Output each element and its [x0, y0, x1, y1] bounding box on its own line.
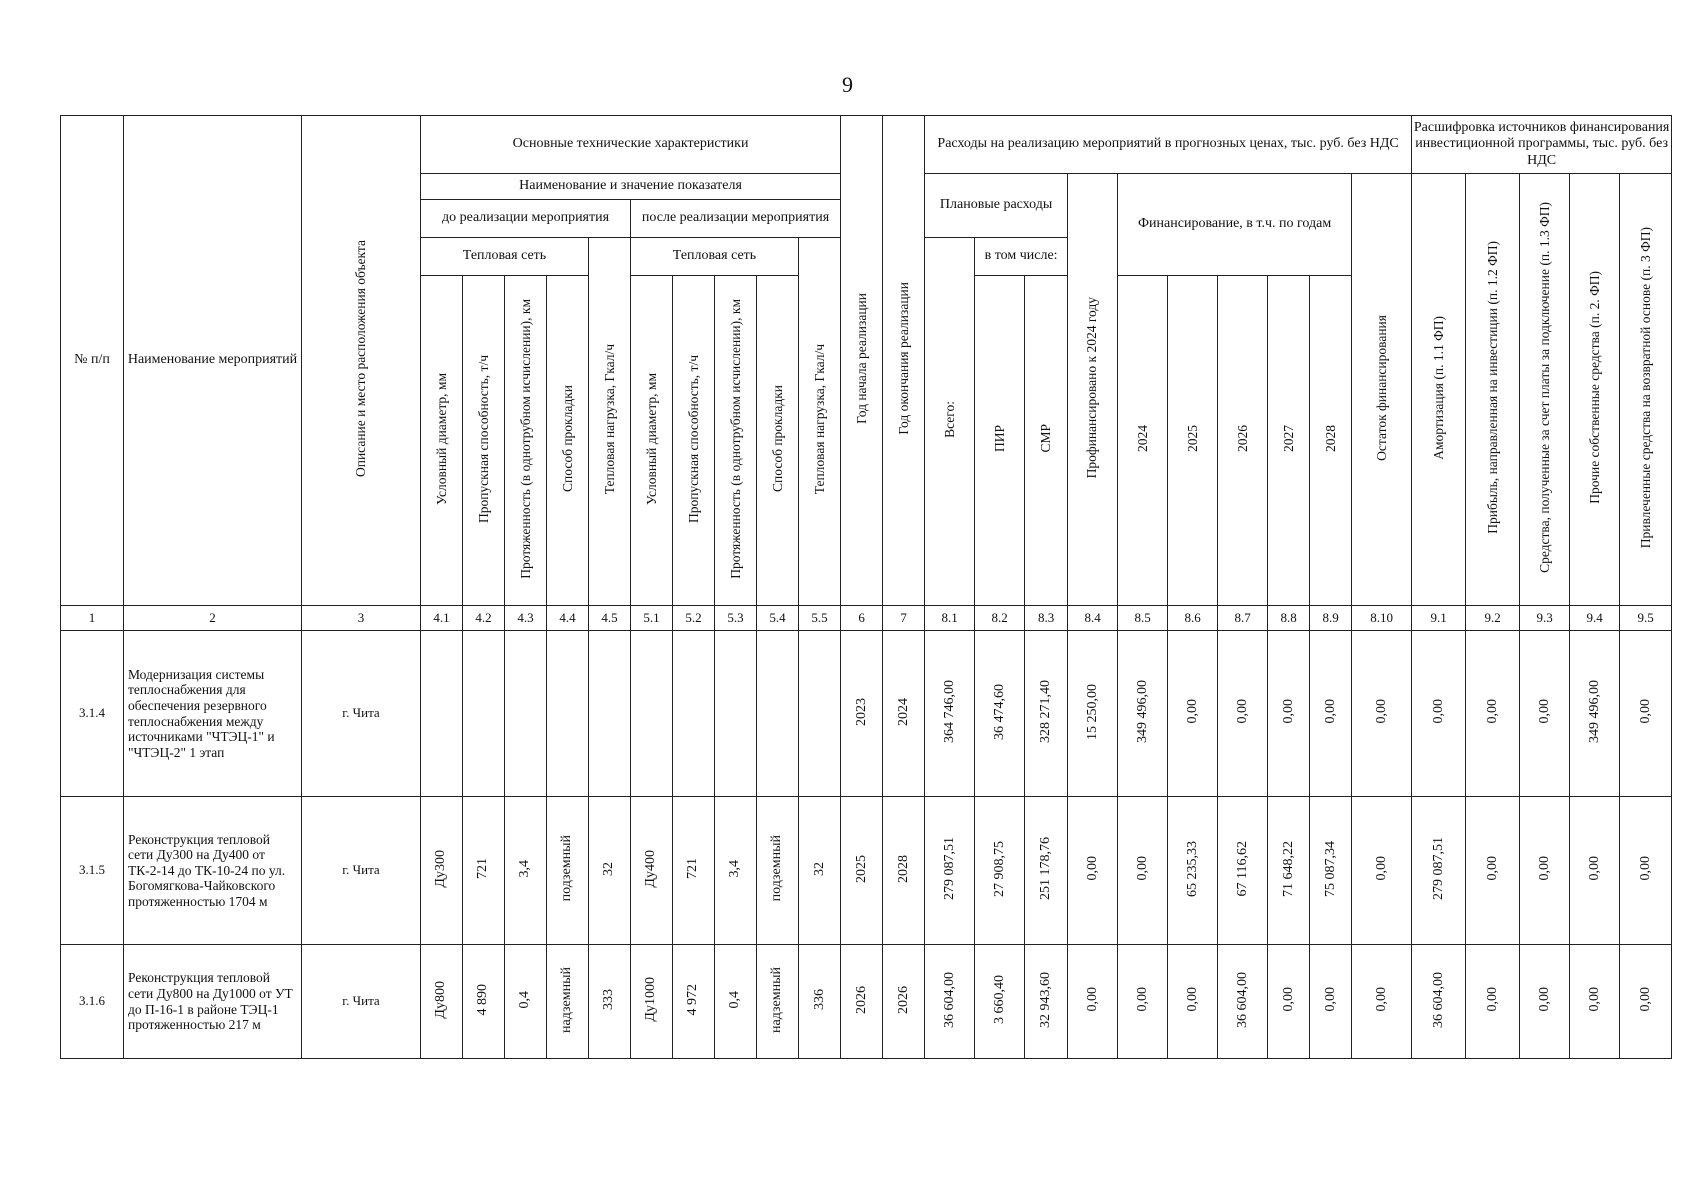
column-number: 8.4 [1068, 606, 1118, 631]
row-cell [883, 945, 925, 1059]
cell-value: 32 [601, 861, 617, 876]
header-tech-main: Основные технические характеристики [421, 116, 841, 174]
cell-value: 0,00 [1280, 987, 1296, 1012]
header-length-before: Протяженность (в однотрубном исчислении), км [505, 276, 547, 606]
row-cell [631, 631, 673, 797]
row-cell [1218, 797, 1268, 945]
row-cell [1118, 797, 1168, 945]
row-cell [1466, 797, 1520, 945]
header-connection-fee: Средства, полученные за счет платы за подключение (п. 1.3 ФП) [1520, 174, 1570, 606]
header-diameter-before: Условный диаметр, мм [421, 276, 463, 606]
header-indicator: Наименование и значение показателя [421, 174, 841, 200]
row-cell [421, 797, 463, 945]
cell-value: 32 [811, 861, 827, 876]
column-number: 4.4 [547, 606, 589, 631]
page-number: 9 [842, 72, 853, 97]
header-remainder: Остаток финансирования [1352, 174, 1412, 606]
column-number: 7 [883, 606, 925, 631]
row-cell [1352, 631, 1412, 797]
row-cell [1025, 797, 1068, 945]
row-cell [1218, 631, 1268, 797]
row-place: г. Чита [302, 797, 421, 945]
row-cell [463, 631, 505, 797]
row-cell [715, 797, 757, 945]
row-cell [1310, 945, 1352, 1059]
cell-value: Ду300 [433, 849, 449, 888]
row-cell [421, 631, 463, 797]
cell-value: 2028 [895, 854, 911, 883]
row-cell [1168, 797, 1218, 945]
row-cell [841, 631, 883, 797]
cell-value: 2025 [853, 854, 869, 883]
investment-program-table [60, 115, 1672, 1059]
row-cell [463, 797, 505, 945]
row-cell [1268, 797, 1310, 945]
cell-value: 0,00 [1484, 856, 1500, 881]
header-capacity-before: Пропускная способность, т/ч [463, 276, 505, 606]
cell-value: 0,00 [1586, 856, 1602, 881]
header-borrowed: Привлеченные средства на возвратной основе (п. 3 ФП) [1620, 174, 1672, 606]
cell-value: 364 746,00 [941, 680, 957, 744]
row-cell [1412, 797, 1466, 945]
column-number: 8.2 [975, 606, 1025, 631]
column-number: 9.1 [1412, 606, 1466, 631]
cell-value: 721 [475, 858, 491, 880]
column-number: 9.5 [1620, 606, 1672, 631]
header-year-end: Год окончания реализации [883, 116, 925, 606]
header-own-funds: Прочие собственные средства (п. 2. ФП) [1570, 174, 1620, 606]
data-rows [61, 631, 1672, 1059]
cell-value: 721 [685, 858, 701, 880]
cell-value: 0,4 [517, 990, 533, 1009]
row-cell [547, 797, 589, 945]
cell-value: 0,00 [1134, 856, 1150, 881]
cell-value: 328 271,40 [1038, 680, 1054, 744]
cell-value: 0,00 [1536, 987, 1552, 1012]
cell-value: 36 604,00 [1234, 971, 1250, 1028]
row-cell [1068, 797, 1118, 945]
row-cell [1168, 945, 1218, 1059]
row-number: 3.1.6 [61, 945, 124, 1059]
cell-value: 0,00 [1536, 856, 1552, 881]
header-after: после реализации мероприятия [631, 200, 841, 238]
column-number: 5.5 [799, 606, 841, 631]
row-cell [975, 945, 1025, 1059]
cell-value: 2024 [895, 697, 911, 726]
row-cell [1570, 797, 1620, 945]
row-cell [1620, 945, 1672, 1059]
header-name: Наименование мероприятий [124, 116, 302, 606]
cell-value: 0,00 [1484, 987, 1500, 1012]
cell-value: 4 972 [685, 983, 701, 1016]
row-cell [715, 945, 757, 1059]
cell-value: 2026 [895, 985, 911, 1014]
cell-value: 36 604,00 [1430, 971, 1446, 1028]
header-load-before: Тепловая нагрузка, Гкал/ч [589, 238, 631, 606]
column-number: 4.5 [589, 606, 631, 631]
row-cell [1520, 797, 1570, 945]
row-cell [841, 797, 883, 945]
header-laying-before: Способ прокладки [547, 276, 589, 606]
row-cell [1620, 797, 1672, 945]
row-cell [925, 945, 975, 1059]
row-cell [1466, 631, 1520, 797]
header-heat-network-after: Тепловая сеть [631, 238, 799, 276]
row-cell [589, 945, 631, 1059]
column-number: 8.6 [1168, 606, 1218, 631]
cell-value: подземный [559, 835, 575, 902]
cell-value: 32 943,60 [1038, 971, 1054, 1028]
row-cell [799, 797, 841, 945]
row-cell [673, 797, 715, 945]
cell-value: 36 604,00 [941, 971, 957, 1028]
row-cell [975, 797, 1025, 945]
cell-value: 15 250,00 [1084, 683, 1100, 740]
cell-value: 349 496,00 [1586, 680, 1602, 744]
header-year-start: Год начала реализации [841, 116, 883, 606]
row-cell [1412, 631, 1466, 797]
row-cell [1310, 631, 1352, 797]
column-number: 4.3 [505, 606, 547, 631]
column-number: 1 [61, 606, 124, 631]
header-prefinanced: Профинансировано к 2024 году [1068, 174, 1118, 606]
row-cell [1310, 797, 1352, 945]
column-number-row [61, 606, 1672, 631]
header-year-2025: 2025 [1168, 276, 1218, 606]
column-number: 8.7 [1218, 606, 1268, 631]
row-name: Модернизация системы теплоснабжения для обеспечения резервного теплоснабжения между источниками "ЧТЭЦ-1" и "ЧТЭЦ-2" 1 этап [124, 631, 302, 797]
row-cell [925, 797, 975, 945]
row-cell [715, 631, 757, 797]
header-sources: Расшифровка источников финансирования инвестиционной программы, тыс. руб. без НДС [1412, 116, 1672, 174]
cell-value: 0,00 [1322, 987, 1338, 1012]
cell-value: 36 474,60 [991, 683, 1007, 740]
header-planned: Плановые расходы [925, 174, 1068, 238]
cell-value: 0,00 [1184, 987, 1200, 1012]
row-number: 3.1.5 [61, 797, 124, 945]
row-cell [975, 631, 1025, 797]
row-cell [673, 631, 715, 797]
cell-value: 2026 [853, 985, 869, 1014]
row-cell [1520, 945, 1570, 1059]
row-cell [673, 945, 715, 1059]
row-cell [1118, 945, 1168, 1059]
header-expenses: Расходы на реализацию мероприятий в прогнозных ценах, тыс. руб. без НДС [925, 116, 1412, 174]
row-cell [883, 631, 925, 797]
cell-value: 0,00 [1430, 699, 1446, 724]
header-length-after: Протяженность (в однотрубном исчислении), км [715, 276, 757, 606]
row-cell [1168, 631, 1218, 797]
row-cell [1352, 945, 1412, 1059]
row-cell [1570, 631, 1620, 797]
column-number: 5.1 [631, 606, 673, 631]
row-cell [799, 631, 841, 797]
column-number: 9.4 [1570, 606, 1620, 631]
column-number: 8.3 [1025, 606, 1068, 631]
header-num: № п/п [61, 116, 124, 606]
table-row [61, 631, 1672, 797]
header-heat-network-before: Тепловая сеть [421, 238, 589, 276]
cell-value: 0,00 [1536, 699, 1552, 724]
row-name: Реконструкция тепловой сети Ду300 на Ду400 от ТК-2-14 до ТК-10-24 по ул. Богомягкова-Чайковского протяженностью 1704 м [124, 797, 302, 945]
column-number: 9.2 [1466, 606, 1520, 631]
row-cell [631, 945, 673, 1059]
row-cell [463, 945, 505, 1059]
cell-value: 27 908,75 [991, 840, 1007, 897]
cell-value: 0,00 [1637, 856, 1653, 881]
header-including: в том числе: [975, 238, 1068, 276]
cell-value: подземный [769, 835, 785, 902]
row-cell [547, 945, 589, 1059]
cell-value: 3,4 [727, 859, 743, 878]
cell-value: 0,00 [1586, 987, 1602, 1012]
row-cell [1025, 945, 1068, 1059]
cell-value: 279 087,51 [1430, 837, 1446, 901]
header-financing: Финансирование, в т.ч. по годам [1118, 174, 1352, 276]
column-number: 9.3 [1520, 606, 1570, 631]
column-number: 8.8 [1268, 606, 1310, 631]
row-cell [1118, 631, 1168, 797]
cell-value: 65 235,33 [1184, 840, 1200, 897]
row-cell [589, 797, 631, 945]
header-laying-after: Способ прокладки [757, 276, 799, 606]
cell-value: 67 116,62 [1234, 840, 1250, 897]
column-number: 8.5 [1118, 606, 1168, 631]
cell-value: 0,00 [1134, 987, 1150, 1012]
row-cell [883, 797, 925, 945]
row-cell [547, 631, 589, 797]
row-cell [925, 631, 975, 797]
row-cell [757, 631, 799, 797]
row-cell [757, 945, 799, 1059]
cell-value: 0,00 [1234, 699, 1250, 724]
header-capacity-after: Пропускная способность, т/ч [673, 276, 715, 606]
cell-value: 333 [601, 989, 617, 1011]
column-number: 8.1 [925, 606, 975, 631]
cell-value: 0,00 [1084, 987, 1100, 1012]
row-cell [631, 797, 673, 945]
header-pir: ПИР [975, 276, 1025, 606]
row-cell [505, 797, 547, 945]
row-cell [1412, 945, 1466, 1059]
row-cell [1268, 631, 1310, 797]
row-cell [1520, 631, 1570, 797]
cell-value: 251 178,76 [1038, 837, 1054, 901]
cell-value: Ду400 [643, 849, 659, 888]
row-cell [1218, 945, 1268, 1059]
cell-value: надземный [559, 966, 575, 1033]
cell-value: 3 660,40 [991, 975, 1007, 1025]
cell-value: 0,00 [1184, 699, 1200, 724]
row-cell [1025, 631, 1068, 797]
cell-value: 0,00 [1373, 856, 1389, 881]
row-cell [841, 945, 883, 1059]
cell-value: 71 648,22 [1280, 840, 1296, 897]
row-name: Реконструкция тепловой сети Ду800 на Ду1000 от УТ до П-16-1 в районе ТЭЦ-1 протяженностью 217 м [124, 945, 302, 1059]
row-place: г. Чита [302, 945, 421, 1059]
column-number: 8.9 [1310, 606, 1352, 631]
column-number: 5.4 [757, 606, 799, 631]
row-cell [1570, 945, 1620, 1059]
row-cell [1268, 945, 1310, 1059]
column-number: 8.10 [1352, 606, 1412, 631]
cell-value: Ду800 [433, 980, 449, 1019]
row-cell [1068, 945, 1118, 1059]
row-cell [1352, 797, 1412, 945]
header-year-2028: 2028 [1310, 276, 1352, 606]
header-before: до реализации мероприятия [421, 200, 631, 238]
cell-value: 0,00 [1637, 987, 1653, 1012]
cell-value: 0,4 [727, 990, 743, 1009]
cell-value: 3,4 [517, 859, 533, 878]
header-diameter-after: Условный диаметр, мм [631, 276, 673, 606]
table-row [61, 945, 1672, 1059]
column-number: 4.1 [421, 606, 463, 631]
cell-value: 0,00 [1637, 699, 1653, 724]
column-number: 5.3 [715, 606, 757, 631]
header-load-after: Тепловая нагрузка, Гкал/ч [799, 238, 841, 606]
row-cell [505, 631, 547, 797]
header-year-2024: 2024 [1118, 276, 1168, 606]
column-number: 3 [302, 606, 421, 631]
column-number: 4.2 [463, 606, 505, 631]
header-description: Описание и место расположения объекта [302, 116, 421, 606]
cell-value: Ду1000 [643, 977, 659, 1022]
row-cell [1620, 631, 1672, 797]
column-number: 2 [124, 606, 302, 631]
header-year-2027: 2027 [1268, 276, 1310, 606]
row-number: 3.1.4 [61, 631, 124, 797]
cell-value: 349 496,00 [1134, 680, 1150, 744]
column-number: 6 [841, 606, 883, 631]
cell-value: 279 087,51 [941, 837, 957, 901]
header-total: Всего: [925, 238, 975, 606]
cell-value: 0,00 [1373, 987, 1389, 1012]
row-place: г. Чита [302, 631, 421, 797]
cell-value: 0,00 [1322, 699, 1338, 724]
header-amortization: Амортизация (п. 1.1 ФП) [1412, 174, 1466, 606]
cell-value: 0,00 [1280, 699, 1296, 724]
cell-value: 336 [811, 989, 827, 1011]
cell-value: 2023 [853, 697, 869, 726]
row-cell [1466, 945, 1520, 1059]
row-cell [421, 945, 463, 1059]
cell-value: надземный [769, 966, 785, 1033]
row-cell [505, 945, 547, 1059]
header-smr: СМР [1025, 276, 1068, 606]
row-cell [1068, 631, 1118, 797]
cell-value: 0,00 [1484, 699, 1500, 724]
row-cell [799, 945, 841, 1059]
row-cell [757, 797, 799, 945]
cell-value: 0,00 [1084, 856, 1100, 881]
table-row [61, 797, 1672, 945]
cell-value: 75 087,34 [1322, 840, 1338, 897]
header-profit: Прибыль, направленная на инвестиции (п. 1.2 ФП) [1466, 174, 1520, 606]
row-cell [589, 631, 631, 797]
column-number: 5.2 [673, 606, 715, 631]
header-year-2026: 2026 [1218, 276, 1268, 606]
cell-value: 4 890 [475, 983, 491, 1016]
cell-value: 0,00 [1373, 699, 1389, 724]
